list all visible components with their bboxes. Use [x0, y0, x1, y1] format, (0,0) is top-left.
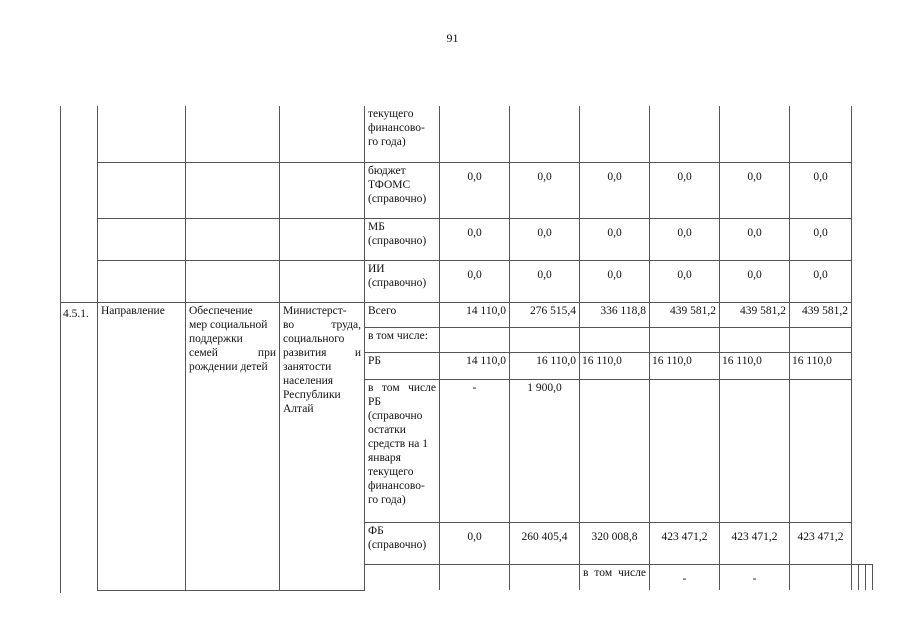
value-cell [650, 379, 720, 522]
value-cell: 423 471,2 [790, 522, 852, 564]
value-cell [866, 564, 873, 590]
table-row [98, 302, 873, 327]
value-cell: 0,0 [720, 218, 790, 260]
value-cell: 0,0 [720, 260, 790, 302]
value-cell: 16 110,0 [580, 352, 650, 379]
value-cell: 0,0 [720, 162, 790, 218]
table-row [98, 162, 873, 218]
table-row [98, 260, 873, 302]
value-cell: 0,0 [790, 162, 852, 218]
value-cell [580, 106, 650, 162]
value-cell: 439 581,2 [650, 302, 720, 327]
value-cell: 423 471,2 [650, 522, 720, 564]
left-border-line [60, 106, 61, 593]
value-cell: 0,0 [580, 260, 650, 302]
value-cell: 0,0 [510, 260, 580, 302]
name-cell [186, 106, 280, 162]
value-cell: 0,0 [790, 218, 852, 260]
value-cell: 0,0 [650, 218, 720, 260]
direction-type: Направление [98, 302, 186, 590]
value-cell [720, 379, 790, 522]
responsible-executor: Министерст- во труда, социального развития и занятости населения Республики Алтай [280, 302, 365, 590]
value-cell: 14 110,0 [440, 302, 510, 327]
value-cell: 0,0 [650, 260, 720, 302]
value-cell: 0,0 [790, 260, 852, 302]
value-cell: - [650, 564, 720, 590]
source-label: в том числе: [365, 327, 440, 352]
value-cell: 14 110,0 [440, 352, 510, 379]
source-label: в том числе РБ (справочно остатки средств на 1 января текущего финансово- го года) [365, 379, 440, 522]
source-label: бюджет ТФОМС (справочно) [365, 162, 440, 218]
measure-name: Обеспечение мер социальной поддержки семей при рождении детей [186, 302, 280, 590]
value-cell [650, 106, 720, 162]
value-cell [720, 106, 790, 162]
table-row [98, 106, 873, 162]
budget-table [97, 106, 873, 591]
value-cell: 0,0 [650, 162, 720, 218]
value-cell: 439 581,2 [720, 302, 790, 327]
source-label: Всего [365, 302, 440, 327]
value-cell: 16 110,0 [650, 352, 720, 379]
page-number: 91 [446, 31, 459, 45]
source-label: МБ (справочно) [365, 218, 440, 260]
table-row [98, 218, 873, 260]
value-cell: 0,0 [440, 260, 510, 302]
value-cell: 16 110,0 [510, 352, 580, 379]
value-cell: - [440, 379, 510, 522]
value-cell [510, 106, 580, 162]
value-cell: 439 581,2 [790, 302, 852, 327]
value-cell: 260 405,4 [510, 522, 580, 564]
value-cell [852, 564, 859, 590]
executor-cell [280, 106, 365, 162]
source-label: ИИ (справочно) [365, 260, 440, 302]
value-cell: 0,0 [440, 162, 510, 218]
source-label: в том числе [580, 564, 650, 590]
value-cell: 1 900,0 [510, 379, 580, 522]
value-cell: - [720, 564, 790, 590]
value-cell: 423 471,2 [720, 522, 790, 564]
value-cell: 0,0 [440, 522, 510, 564]
value-cell: 0,0 [510, 218, 580, 260]
value-cell [790, 564, 852, 590]
value-cell: 0,0 [440, 218, 510, 260]
source-label: текущего финансово- го года) [365, 106, 440, 162]
value-cell: 16 110,0 [790, 352, 852, 379]
value-cell [440, 106, 510, 162]
value-cell: 0,0 [510, 162, 580, 218]
value-cell: 0,0 [580, 162, 650, 218]
value-cell [790, 379, 852, 522]
value-cell: 320 008,8 [580, 522, 650, 564]
code-column-divider [60, 302, 98, 303]
value-cell: 276 515,4 [510, 302, 580, 327]
value-cell: 16 110,0 [720, 352, 790, 379]
value-cell: 336 118,8 [580, 302, 650, 327]
value-cell [580, 379, 650, 522]
value-cell [859, 564, 866, 590]
value-cell: 0,0 [580, 218, 650, 260]
value-cell [790, 106, 852, 162]
row-code: 4.5.1. [63, 308, 89, 320]
type-cell [98, 106, 186, 162]
source-label: ФБ (справочно) [365, 522, 440, 564]
source-label: РБ [365, 352, 440, 379]
